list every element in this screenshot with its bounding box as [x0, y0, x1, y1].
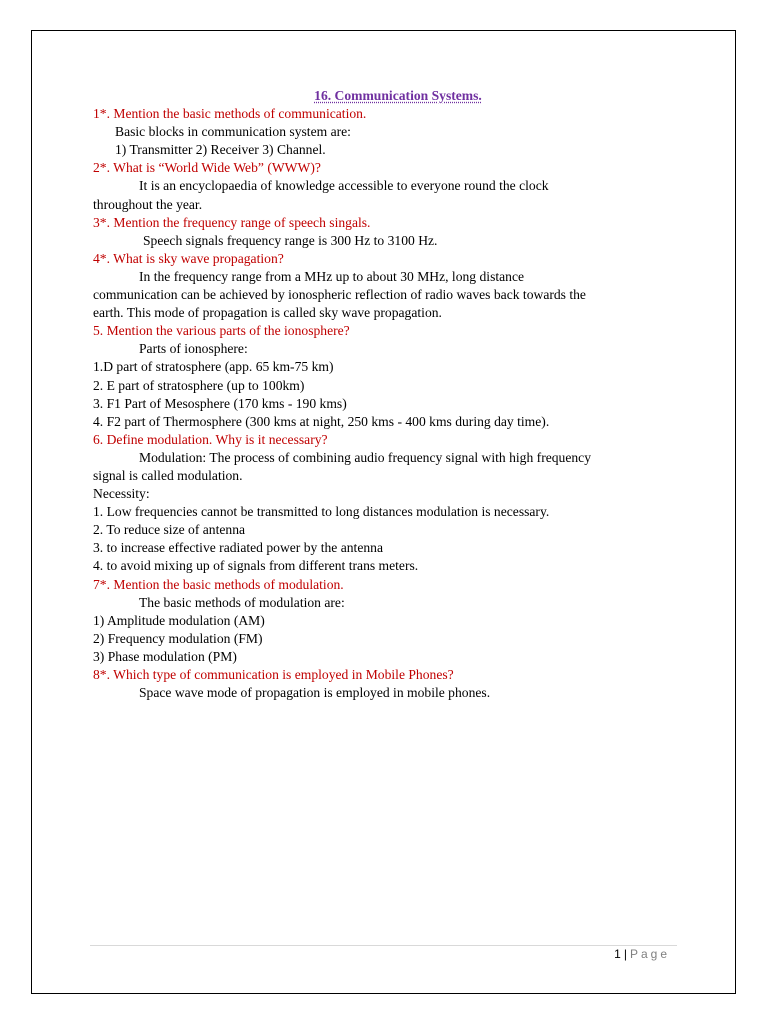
body-line: throughout the year.	[93, 196, 203, 212]
question-heading: 4*. What is sky wave propagation?	[93, 250, 284, 266]
body-line: 3) Phase modulation (PM)	[93, 648, 237, 664]
document-lines	[93, 105, 663, 702]
question-heading: 2*. What is “World Wide Web” (WWW)?	[93, 160, 321, 176]
footer-rule	[90, 945, 677, 946]
question-heading: 6. Define modulation. Why is it necessary?	[93, 431, 328, 447]
footer-separator: |	[623, 947, 627, 961]
page-footer	[614, 947, 670, 961]
body-line: 3. F1 Part of Mesosphere (170 kms - 190 kms)	[93, 395, 347, 411]
body-line: Speech signals frequency range is 300 Hz to 3100 Hz.	[143, 232, 438, 248]
body-line: Basic blocks in communication system are:	[115, 124, 351, 140]
body-line: In the frequency range from a MHz up to about 30 MHz, long distance	[139, 268, 525, 284]
body-line: 1. Low frequencies cannot be transmitted to long distances modulation is necessary.	[93, 504, 550, 520]
body-line: 2. To reduce size of antenna	[93, 522, 246, 538]
body-line: 2. E part of stratosphere (up to 100km)	[93, 377, 305, 393]
body-line: It is an encyclopaedia of knowledge accessible to everyone round the clock	[139, 178, 549, 194]
body-line: 1) Transmitter 2) Receiver 3) Channel.	[115, 142, 326, 158]
page-number: 1	[614, 947, 621, 961]
body-line: Necessity:	[93, 486, 150, 502]
body-line: 2) Frequency modulation (FM)	[93, 630, 263, 646]
question-heading: 3*. Mention the frequency range of speech singals.	[93, 214, 371, 230]
body-line: 4. to avoid mixing up of signals from different trans meters.	[93, 558, 419, 574]
body-line: Parts of ionosphere:	[139, 341, 248, 357]
body-line: communication can be achieved by ionospheric reflection of radio waves back towards the	[93, 287, 586, 303]
question-heading: 8*. Which type of communication is employed in Mobile Phones?	[93, 667, 454, 682]
body-line: signal is called modulation.	[93, 467, 243, 483]
body-line: Modulation: The process of combining audio frequency signal with high frequency	[139, 449, 592, 465]
body-line: 1.D part of stratosphere (app. 65 km-75 km)	[93, 359, 334, 375]
body-line: The basic methods of modulation are:	[139, 594, 345, 610]
document-title: 16. Communication Systems.	[314, 88, 482, 103]
body-line: earth. This mode of propagation is called sky wave propagation.	[93, 305, 442, 321]
question-heading: 5. Mention the various parts of the ionosphere?	[93, 323, 350, 339]
question-heading: 7*. Mention the basic methods of modulation.	[93, 576, 344, 592]
body-line: Space wave mode of propagation is employed in mobile phones.	[139, 685, 491, 701]
body-line: 1) Amplitude modulation (AM)	[93, 612, 265, 628]
page-label: Page	[629, 947, 670, 961]
body-line: 3. to increase effective radiated power by the antenna	[93, 540, 383, 556]
body-line: 4. F2 part of Thermosphere (300 kms at night, 250 kms - 400 kms during day time).	[93, 413, 550, 429]
document-body	[93, 87, 663, 702]
question-heading: 1*. Mention the basic methods of communication.	[93, 106, 367, 122]
